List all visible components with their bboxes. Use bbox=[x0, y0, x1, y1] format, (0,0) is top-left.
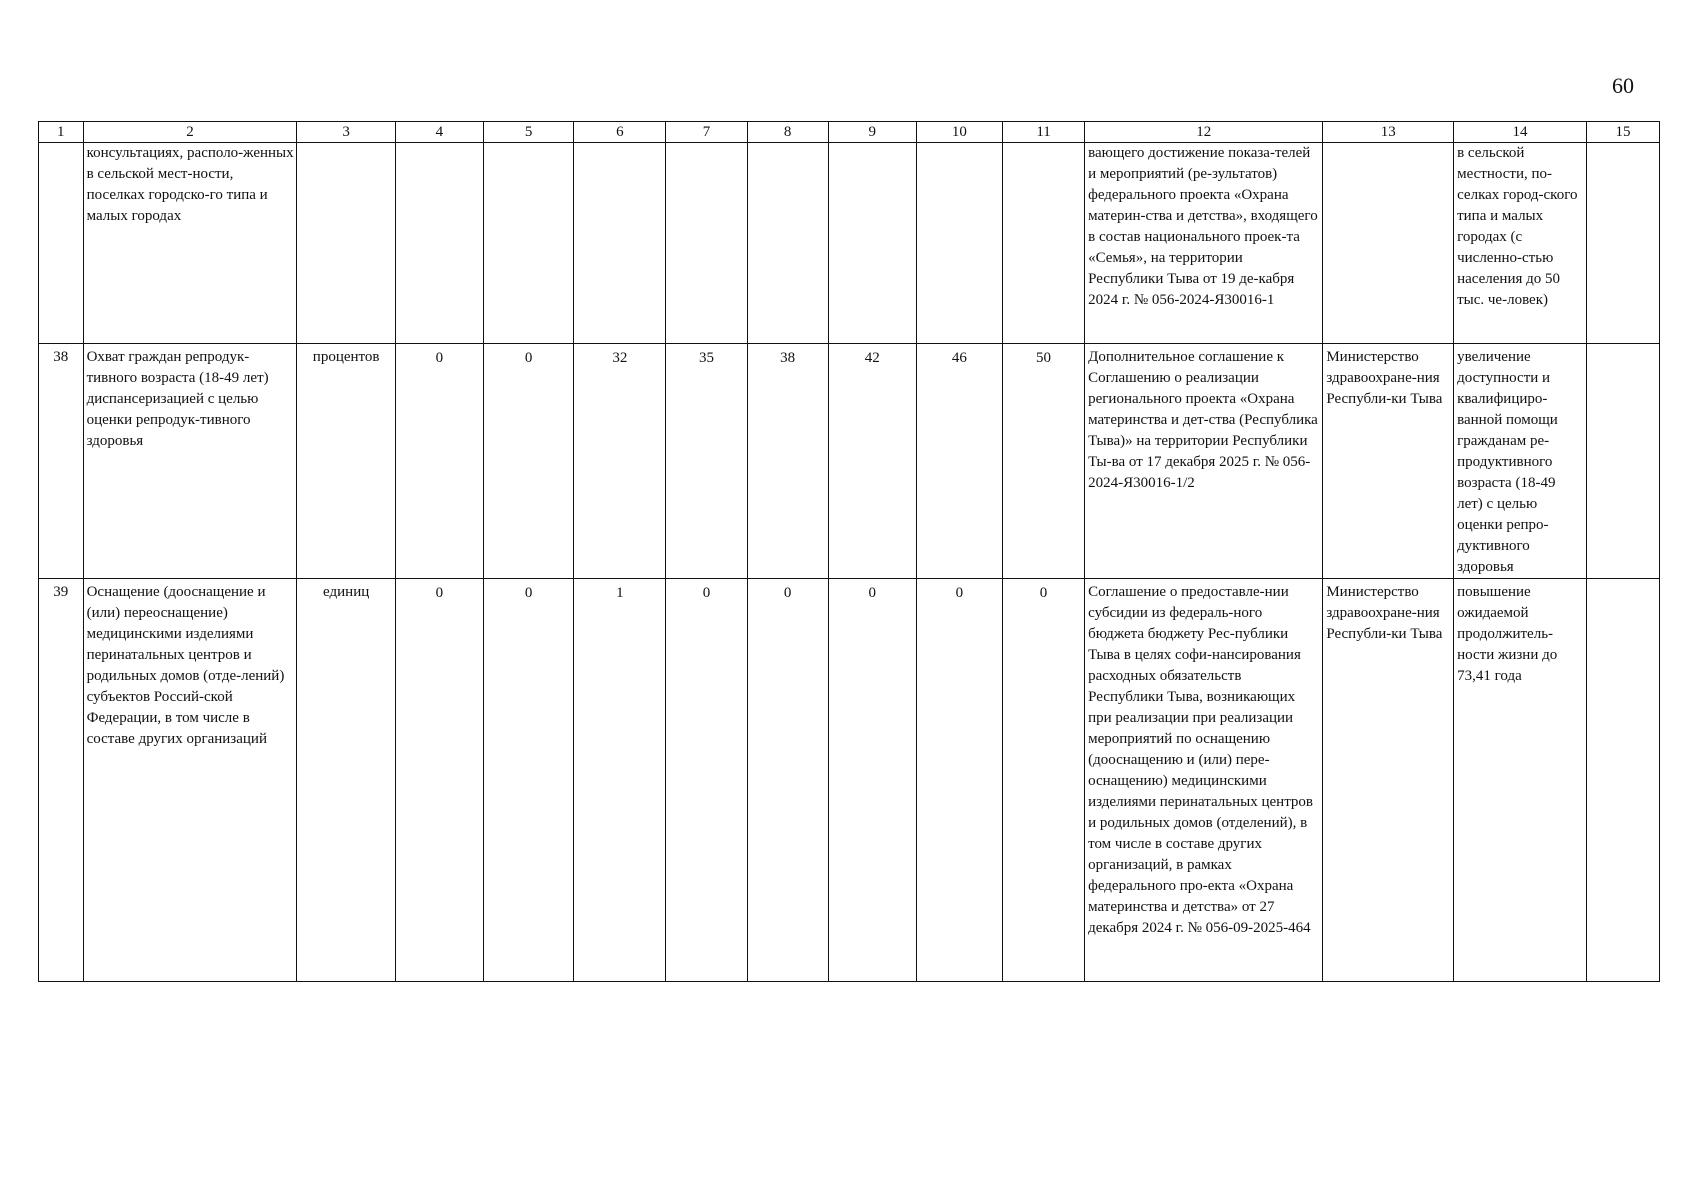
value-cell-11: 50 bbox=[1003, 344, 1085, 579]
column-15-cell bbox=[1586, 344, 1659, 579]
value-cell-7: 35 bbox=[666, 344, 747, 579]
value-cell-6 bbox=[574, 143, 666, 344]
value-cell-4 bbox=[395, 143, 483, 344]
column-header: 9 bbox=[828, 122, 916, 143]
value-cell-8 bbox=[747, 143, 828, 344]
page-number: 60 bbox=[1612, 73, 1634, 98]
value-cell-7: 0 bbox=[666, 579, 747, 982]
value-cell-9: 42 bbox=[828, 344, 916, 579]
table-row bbox=[39, 579, 1660, 982]
indicator-name-cell: Охват граждан репродук-тивного возраста (18-49 лет) диспансеризацией с целью оценки репродук-тивного здоровья bbox=[83, 344, 297, 579]
document-cell: Дополнительное соглашение к Соглашению о реализации регионального проекта «Охрана материнства и дет-ства (Республика Тыва)» на территории Республики Ты-ва от 17 декабря 2025 г. № 056-2024-Я30016-1/2 bbox=[1085, 344, 1323, 579]
column-header: 5 bbox=[484, 122, 574, 143]
indicator-name-cell: консультациях, располо-женных в сельской мест-ности, поселках городско-го типа и малых городах bbox=[83, 143, 297, 344]
value-cell-9 bbox=[828, 143, 916, 344]
column-header: 8 bbox=[747, 122, 828, 143]
unit-cell: процентов bbox=[297, 344, 395, 579]
indicators-table bbox=[38, 121, 1660, 982]
row-number-cell: 38 bbox=[39, 344, 84, 579]
column-header: 7 bbox=[666, 122, 747, 143]
responsible-cell: Министерство здравоохране-ния Республи-ки Тыва bbox=[1323, 579, 1454, 982]
column-header: 3 bbox=[297, 122, 395, 143]
row-number-cell bbox=[39, 143, 84, 344]
value-cell-8: 0 bbox=[747, 579, 828, 982]
value-cell-4: 0 bbox=[395, 579, 483, 982]
value-cell-10: 46 bbox=[916, 344, 1002, 579]
document-cell: Соглашение о предоставле-нии субсидии из федераль-ного бюджета бюджету Рес-публики Тыва в целях софи-нансирования расходных обязательств Республики Тыва, возникающих при реализации при реализации мероприятий по оснащению (дооснащению и (или) пере-оснащению) медицинскими изделиями перинатальных центров и родильных домов (отделений), в том числе в составе других организаций, в рамках федерального про-екта «Охрана материнства и детства» от 27 декабря 2024 г. № 056-09-2025-464 bbox=[1085, 579, 1323, 982]
value-cell-8: 38 bbox=[747, 344, 828, 579]
value-cell-9: 0 bbox=[828, 579, 916, 982]
value-cell-6: 1 bbox=[574, 579, 666, 982]
result-cell: в сельской местности, по-селках город-ского типа и малых городах (с численно-стью населения до 50 тыс. че-ловек) bbox=[1454, 143, 1587, 344]
table-row bbox=[39, 344, 1660, 579]
value-cell-11: 0 bbox=[1003, 579, 1085, 982]
column-header: 15 bbox=[1586, 122, 1659, 143]
column-header: 13 bbox=[1323, 122, 1454, 143]
value-cell-5: 0 bbox=[484, 344, 574, 579]
column-number-header-row bbox=[39, 122, 1660, 143]
column-15-cell bbox=[1586, 143, 1659, 344]
unit-cell bbox=[297, 143, 395, 344]
unit-cell: единиц bbox=[297, 579, 395, 982]
value-cell-5: 0 bbox=[484, 579, 574, 982]
column-15-cell bbox=[1586, 579, 1659, 982]
table-row bbox=[39, 143, 1660, 344]
result-cell: повышение ожидаемой продолжитель-ности жизни до 73,41 года bbox=[1454, 579, 1587, 982]
document-cell: вающего достижение показа-телей и мероприятий (ре-зультатов) федерального проекта «Охрана материн-ства и детства», входящего в состав национального проек-та «Семья», на территории Республики Тыва от 19 де-кабря 2024 г. № 056-2024-Я30016-1 bbox=[1085, 143, 1323, 344]
value-cell-7 bbox=[666, 143, 747, 344]
column-header: 4 bbox=[395, 122, 483, 143]
value-cell-11 bbox=[1003, 143, 1085, 344]
column-header: 11 bbox=[1003, 122, 1085, 143]
responsible-cell bbox=[1323, 143, 1454, 344]
column-header: 10 bbox=[916, 122, 1002, 143]
row-number-cell: 39 bbox=[39, 579, 84, 982]
value-cell-6: 32 bbox=[574, 344, 666, 579]
column-header: 2 bbox=[83, 122, 297, 143]
column-header: 14 bbox=[1454, 122, 1587, 143]
result-cell: увеличение доступности и квалифициро-ванной помощи гражданам ре-продуктивного возраста (18-49 лет) с целью оценки репро-дуктивного здоровья bbox=[1454, 344, 1587, 579]
value-cell-10 bbox=[916, 143, 1002, 344]
value-cell-10: 0 bbox=[916, 579, 1002, 982]
column-header: 1 bbox=[39, 122, 84, 143]
responsible-cell: Министерство здравоохране-ния Республи-ки Тыва bbox=[1323, 344, 1454, 579]
indicator-name-cell: Оснащение (дооснащение и (или) переоснащение) медицинскими изделиями перинатальных центров и родильных домов (отде-лений) субъектов Россий-ской Федерации, в том числе в составе других организаций bbox=[83, 579, 297, 982]
value-cell-4: 0 bbox=[395, 344, 483, 579]
value-cell-5 bbox=[484, 143, 574, 344]
column-header: 12 bbox=[1085, 122, 1323, 143]
column-header: 6 bbox=[574, 122, 666, 143]
